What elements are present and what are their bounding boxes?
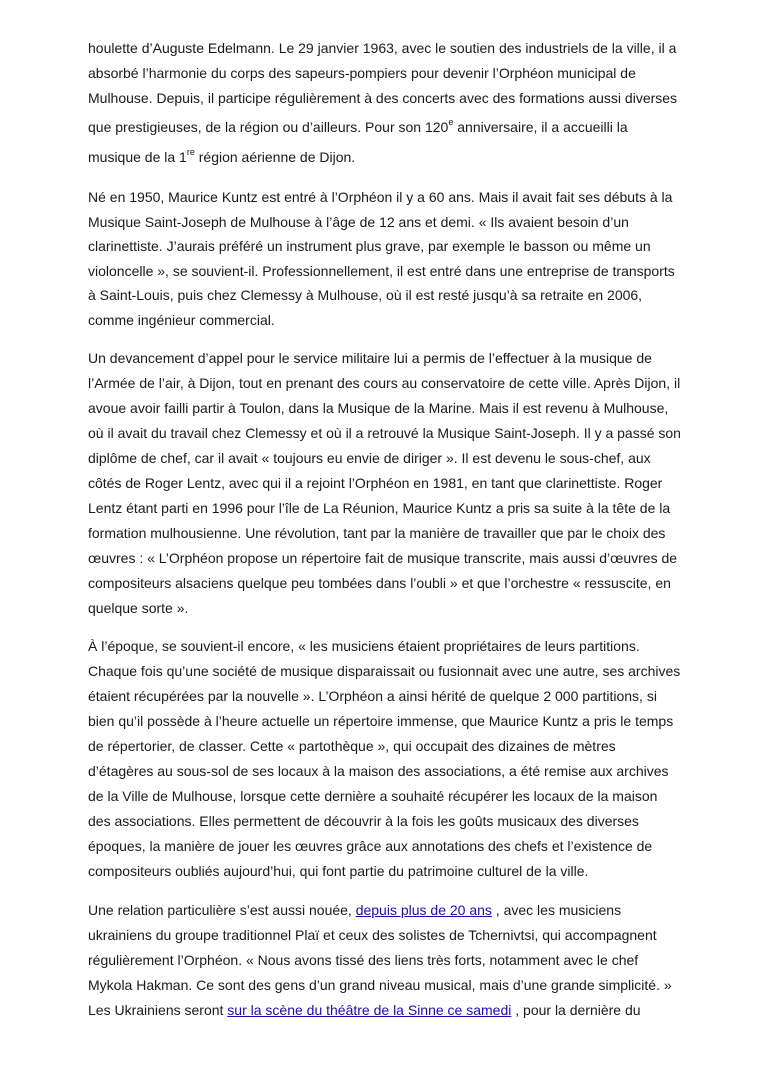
text-span: clarinettiste. J’aurais préféré un instrument plus grave, par exemple le basson ou même un: [88, 238, 651, 254]
text-line: [88, 926, 657, 944]
text-span: régulièrement l’Orphéon. « Nous avons tissé des liens très forts, notamment avec le chef: [88, 952, 639, 968]
text-span: que prestigieuses, de la région ou d’ailleurs. Pour son 120: [88, 119, 449, 135]
text-span: comme ingénieur commercial.: [88, 312, 275, 328]
text-span: l’Armée de l’air, à Dijon, tout en prenant des cours au conservatoire de cette ville. Après Dijon, il: [88, 375, 681, 391]
text-line: [88, 374, 680, 392]
text-span: absorbé l’harmonie du corps des sapeurs-pompiers pour devenir l’Orphéon municipal de: [88, 65, 636, 81]
text-line: [88, 188, 672, 206]
text-line: [88, 148, 355, 166]
text-span: des associations. Elles permettent de découvrir à la fois les goûts musicaux des diverses: [88, 813, 639, 829]
text-line: [88, 976, 672, 994]
text-line: [88, 424, 681, 442]
text-span: région aérienne de Dijon.: [194, 149, 356, 165]
text-line: [88, 399, 668, 417]
text-line: [88, 237, 651, 255]
text-span: musique de la 1: [88, 149, 187, 165]
text-line: [88, 837, 652, 855]
text-span: ukrainiens du groupe traditionnel Plaï et ceux des solistes de Tchernivtsi, qui accompagnent: [88, 927, 657, 943]
text-span: époques, la manière de jouer les œuvres grâce aux annotations des chefs et l’existence de: [88, 838, 653, 854]
text-line: [88, 549, 677, 567]
text-span: quelque sorte ».: [88, 600, 189, 616]
inline-link[interactable]: depuis plus de 20 ans: [355, 902, 492, 918]
text-span: Lentz étant parti en 1996 pour l’île de La Réunion, Maurice Kuntz a pris sa suite à la tête de la: [88, 500, 671, 516]
text-line: [88, 262, 675, 280]
text-line: [88, 762, 669, 780]
text-span: Les Ukrainiens seront: [88, 1002, 228, 1018]
text-line: [88, 574, 671, 592]
text-span: de répertorier, de classer. Cette « partothèque », qui occupait des dizaines de mètres: [88, 738, 616, 754]
text-line: [88, 951, 638, 969]
text-line: [88, 637, 640, 655]
text-span: de la Ville de Mulhouse, lorsque cette dernière a souhaité récupérer les locaux de la maison: [88, 788, 658, 804]
text-line: [88, 812, 639, 830]
text-span: Né en 1950, Maurice Kuntz est entré à l’Orphéon il y a 60 ans. Mais il avait fait ses débuts à la: [88, 189, 673, 205]
text-line: [88, 1001, 641, 1019]
text-span: À l’époque, se souvient-il encore, « les musiciens étaient propriétaires de leurs partitions.: [88, 638, 640, 654]
text-span: compositeurs alsaciens quelque peu tombées dans l’oubli » et que l’orchestre « ressuscite, en: [88, 575, 671, 591]
text-line: [88, 474, 662, 492]
text-line: [88, 349, 652, 367]
text-line: [88, 449, 651, 467]
text-span: anniversaire, il a accueilli la: [453, 119, 628, 135]
text-span: côtés de Roger Lentz, avec qui il a rejoint l’Orphéon en 1981, en tant que clarinettiste. Roger: [88, 475, 663, 491]
text-line: [88, 311, 275, 329]
superscript: re: [186, 147, 195, 157]
text-span: violoncelle », se souvient-il. Professionnellement, il est entré dans une entreprise de transports: [88, 263, 675, 279]
text-span: Mykola Hakman. Ce sont des gens d’un grand niveau musical, mais d’une grande simplicité. »: [88, 977, 672, 993]
text-line: [88, 118, 628, 136]
text-span: Musique Saint-Joseph de Mulhouse à l’âge de 12 ans et demi. « Ils avaient besoin d’un: [88, 214, 629, 230]
text-line: [88, 286, 642, 304]
text-span: Mulhouse. Depuis, il participe régulièrement à des concerts avec des formations aussi diverses: [88, 90, 678, 106]
text-span: œuvres : « L’Orphéon propose un répertoire fait de musique transcrite, mais aussi d’œuvres de: [88, 550, 678, 566]
text-line: [88, 862, 588, 880]
text-span: compositeurs oubliés aujourd’hui, qui font partie du patrimoine culturel de la ville.: [88, 863, 589, 879]
text-line: [88, 787, 657, 805]
text-span: Une relation particulière s’est aussi nouée,: [88, 902, 356, 918]
text-line: [88, 712, 673, 730]
text-span: d’étagères au sous-sol de ses locaux à la maison des associations, a été remise aux archives: [88, 763, 669, 779]
text-line: [88, 599, 188, 617]
text-span: avoue avoir failli partir à Toulon, dans la Musique de la Marine. Mais il est revenu à Mulhouse,: [88, 400, 669, 416]
text-span: houlette d’Auguste Edelmann. Le 29 janvier 1963, avec le soutien des industriels de la ville, il a: [88, 40, 677, 56]
text-line: [88, 524, 665, 542]
text-span: Chaque fois qu’une société de musique disparaissait ou fusionnait avec une autre, ses archives: [88, 663, 681, 679]
text-span: bien qu’il possède à l’heure actuelle un répertoire immense, que Maurice Kuntz a pris le temps: [88, 713, 674, 729]
text-line: [88, 89, 677, 107]
text-line: [88, 687, 657, 705]
superscript: e: [448, 117, 454, 127]
text-line: [88, 64, 636, 82]
text-line: [88, 499, 670, 517]
text-line: [88, 737, 616, 755]
text-span: étaient récupérées par la nouvelle ». L’Orphéon a ainsi hérité de quelque 2 000 partitions, si: [88, 688, 657, 704]
inline-link[interactable]: sur la scène du théâtre de la Sinne ce samedi: [227, 1002, 512, 1018]
text-span: Un devancement d’appel pour le service militaire lui a permis de l’effectuer à la musique de: [88, 350, 652, 366]
text-span: formation mulhousienne. Une révolution, tant par la manière de travailler que par le choix des: [88, 525, 666, 541]
text-span: à Saint-Louis, puis chez Clemessy à Mulhouse, où il est resté jusqu’à sa retraite en 2006,: [88, 287, 643, 303]
text-line: [88, 213, 629, 231]
text-span: , avec les musiciens: [491, 902, 622, 918]
text-line: [88, 662, 680, 680]
text-span: , pour la dernière du: [511, 1002, 641, 1018]
text-span: diplôme de chef, car il avait « toujours eu envie de diriger ». Il est devenu le sous-chef, aux: [88, 450, 651, 466]
text-line: [88, 39, 676, 57]
text-span: où il avait du travail chez Clemessy et où il a retrouvé la Musique Saint-Joseph. Il y a passé son: [88, 425, 681, 441]
text-line: [88, 901, 621, 919]
